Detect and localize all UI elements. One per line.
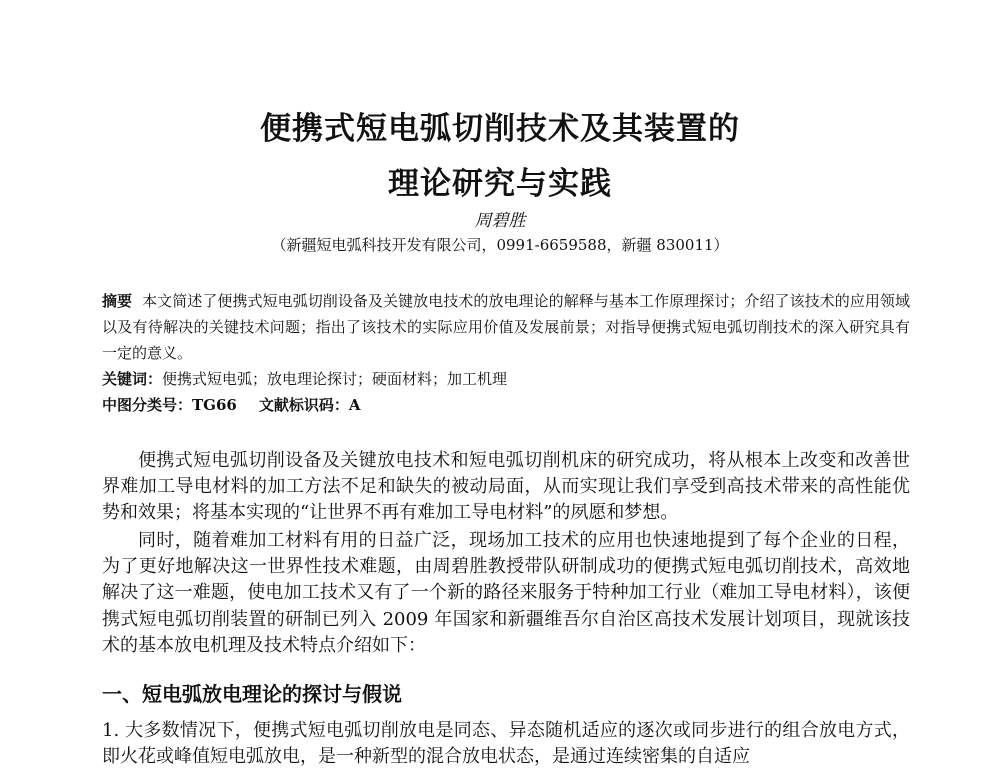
paper-title-line-2: 理论研究与实践 [388, 166, 612, 202]
section-1-paragraph: 1. 大多数情况下，便携式短电弧切削放电是同态、异态随机适应的逐次或同步进行的组合放电方式，即火花或峰值短电弧放电，是一种新型的混合放电状态，是通过连续密集的自适应 [102, 720, 910, 768]
keywords [102, 368, 910, 389]
abstract-text: 本文简述了便携式短电弧切削设备及关键放电技术的放电理论的解释与基本工作原理探讨；介绍了该技术的应用领域以及有待解决的关键技术问题；指出了该技术的实际应用价值及发展前景；对指导便携式短电弧切削技术的深入研究具有一定的意义。 [102, 292, 910, 362]
abstract [102, 288, 910, 366]
paper-title-line-1: 便携式短电弧切削技术及其装置的 [260, 111, 740, 147]
document-code-value: A [348, 396, 361, 414]
body-paragraph-1: 便携式短电弧切削设备及关键放电技术和短电弧切削机床的研究成功，将从根本上改变和改善世界难加工导电材料的加工方法不足和缺失的被动局面，从而实现让我们享受到高技术带来的高性能优势和效果；将基本实现的“让世界不再有难加工导电材料”的夙愿和梦想。 [102, 450, 910, 524]
classification-value: TG66 [192, 396, 237, 414]
keywords-label: 关键词： [102, 370, 163, 388]
keywords-text: 便携式短电弧；放电理论探讨；硬面材料；加工机理 [162, 370, 508, 388]
document-code-label: 文献标识码： [258, 396, 349, 414]
abstract-label: 摘要 [102, 292, 133, 310]
classification [102, 394, 910, 415]
author-name: 周碧胜 [474, 211, 526, 231]
classification-label: 中图分类号： [102, 396, 193, 414]
author-affiliation: （新疆短电弧科技开发有限公司，0991-6659588，新疆 830011） [271, 236, 729, 254]
body-paragraph-2: 同时，随着难加工材料有用的日益广泛，现场加工技术的应用也快速地提到了每个企业的日程，为了更好地解决这一世界性技术难题，由周碧胜教授带队研制成功的便携式短电弧切削技术，高效地解决了这一难题，使电加工技术又有了一个新的路径来服务于特种加工行业（难加工导电材料），该便携式短电弧切削装置的研制已列入 2009 年国家和新疆维吾尔自治区高技术发展计划项目，现就该技术的基本放电机理及技术特点介绍如下： [102, 530, 910, 656]
section-heading-1: 一、短电弧放电理论的探讨与假说 [102, 682, 402, 706]
